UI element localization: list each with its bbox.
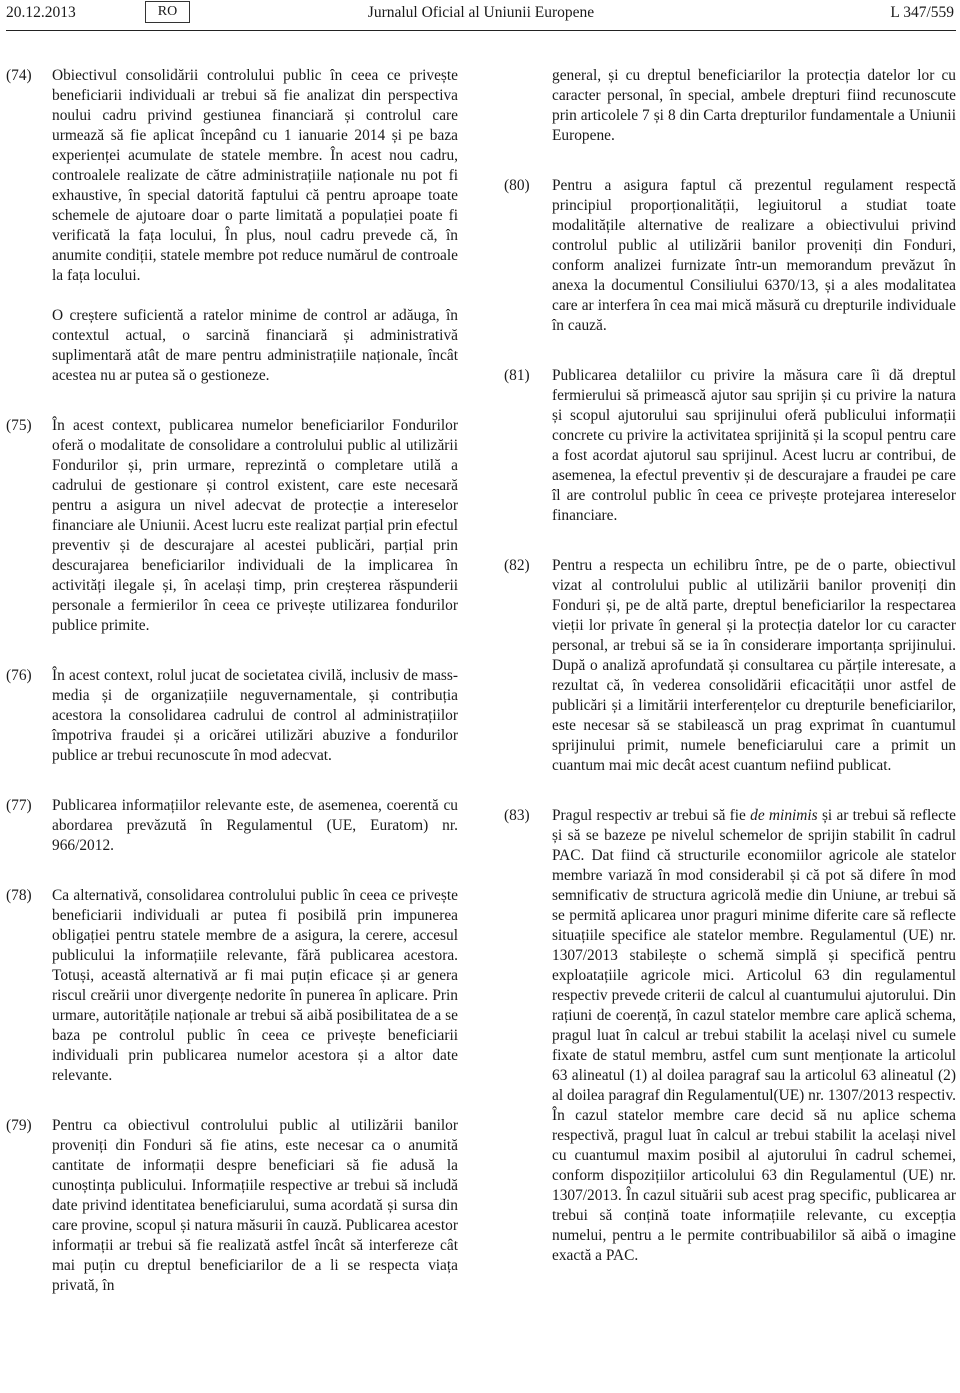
recital-number: (81) [504, 367, 530, 384]
recital-79 [6, 1116, 458, 1296]
recital-text [52, 66, 458, 386]
recital-81 [504, 366, 956, 526]
recital-paragraph: În acest context, publicarea numelor beneficiarilor Fondurilor oferă o modalitate de consolidare a controlului public al utilizării Fondurilor și, prin urmare, reprezintă o completare utilă a cadrului de gestionare și control existent, care este necesară pentru a asigura un nivel adecvat de protecție a intereselor financiare ale Uniunii. Acest lucru este realizat parțial prin efectul preventiv și de descurajare al acestei publicări, parțial prin descurajarea beneficiarilor individuali de la implicarea în activități ilegale și, în același timp, prin creșterea răspunderii personale a fermierilor în ceea ce privește utilizarea fondurilor publice primite. [52, 417, 458, 634]
recital-text: Pentru a asigura faptul că prezentul regulament respectă principiul proporționalității, legiuitorul a studiat toate modalitățile alternative de realizare a obiectivului privind controlul public al utilizării banilor proveniți din Fonduri, conform analizei furnizate într-un memorandum prevăzut în anexa la documentul Consiliului 6370/13, și a ales modalitatea care ar interfera în cea mai mică măsură cu drepturile individuale în cauză. [552, 177, 956, 334]
recital-number: (75) [6, 417, 32, 434]
recital-text [52, 666, 458, 766]
journal-title: Jurnalul Oficial al Uniunii Europene [367, 4, 595, 21]
language-code-box: RO [145, 1, 190, 23]
recital-78 [6, 886, 458, 1086]
recital-79-continuation [504, 66, 956, 146]
recital-83 [504, 806, 956, 1266]
recital-76 [6, 666, 458, 766]
page-reference: L 347/559 [890, 4, 954, 21]
recital-paragraph: În acest context, rolul jucat de societatea civilă, inclusiv de mass-media și de organizațiile neguvernamentale, și contribuția acestora la consolidarea cadrului de control al administrațiilor împotriva fraudei și a oricărei utilizări abuzive a fondurilor publice ar trebui recunoscute în mod adecvat. [52, 667, 458, 764]
recital-paragraph: Obiectivul consolidării controlului public în ceea ce privește beneficiarii individuali ar trebui să fie analizat din perspectiva noului cadru privind gestiunea financiară și controlul care urmează să fie aplicat începând cu 1 ianuarie 2014 și pe baza experienței acumulate de statele membre. În acest nou cadru, controalele realizate de către administrațiile naționale nu pot fi exhaustive, în special datorită faptului că pentru aproape toate schemele de ajutoare doar o parte limitată a populației poate fi verificată la fața locului, În plus, noul cadru prevede că, în anumite condiții, statele membre pot reduce numărul de controale la fața locului. [52, 67, 458, 284]
recital-number: (82) [504, 557, 530, 574]
recital-paragraph: Pentru ca obiectivul controlului public al utilizării banilor proveniți din Fonduri să fie atins, este necesar ca o anumită cantitate de informații despre beneficiari să fie adusă la cunoștința publicului. Informațiile respective ar trebui să includă date privind identitatea beneficiarului, suma acordată și sursa din care provine, scopul și natura măsurii în cauză. Publicarea acestor informații ar trebui să fie realizată astfel încât să interfereze cât mai puțin cu dreptul beneficiarilor de a li se respecta viața privată, în [52, 1117, 458, 1294]
page-header [6, 0, 956, 31]
recital-text [52, 416, 458, 636]
recital-75 [6, 416, 458, 636]
recital-number: (83) [504, 807, 530, 824]
recital-text [52, 1116, 458, 1296]
recital-number: (76) [6, 667, 32, 684]
recital-text-start: Pragul respectiv ar trebui să fie [552, 807, 751, 824]
recital-paragraph: Ca alternativă, consolidarea controlului public în ceea ce privește beneficiarii individuali ar putea fi posibilă prin impunerea obligației pentru statele membre de a asigura, la cerere, accesul publicului la informațiile relevante, fără publicarea acestora. Totuși, această alternativă ar fi mai puțin eficace și ar genera riscul creării unor divergențe nedorite în punerea în aplicare. Prin urmare, autoritățile naționale ar trebui să aibă posibilitatea de a se baza pe controlul public în ceea ce privește beneficiarii individuali prin publicarea numelor acestora și a altor date relevante. [52, 887, 458, 1084]
recital-number: (77) [6, 797, 32, 814]
publication-date: 20.12.2013 [6, 4, 76, 21]
recital-text: Pentru a respecta un echilibru între, pe de o parte, obiectivul vizat al controlului public al utilizării banilor proveniți din Fonduri și, pe de altă parte, dreptul beneficiarilor la respectarea vieții lor private în general și la protecția datelor lor cu caracter personal, ar trebui să se ia în considerare importanța sprijinului. După o analiză aprofundată și consultarea cu părțile interesate, a rezultat că, în vederea consolidării eficacității unor astfel de publicări și a limitării interferențelor cu drepturile beneficiarilor, este necesar să se stabilească un prag exprimat în cuantumul sprijinului primit, numele beneficiarului care a primit un cuantum mai mic decât acest cuantum nefiind publicat. [552, 557, 956, 774]
recital-number: (74) [6, 67, 32, 84]
recital-text: general, și cu dreptul beneficiarilor la protecția datelor lor cu caracter personal, în special, ambele drepturi fiind recunoscute prin articolele 7 și 8 din Carta drepturilor fundamentale a Uniunii Europene. [552, 67, 956, 144]
recital-text [52, 796, 458, 856]
recital-text [552, 806, 956, 1266]
recital-number: (79) [6, 1117, 32, 1134]
recital-number: (78) [6, 887, 32, 904]
recital-paragraph: O creștere suficientă a ratelor minime de control ar adăuga, în contextul actual, o sarcină financiară și administrativă suplimentară atât de mare pentru administrațiile naționale, încât acestea nu ar putea să o gestioneze. [52, 307, 458, 384]
right-column [504, 66, 956, 1326]
left-column [6, 66, 458, 1326]
recital-80 [504, 176, 956, 336]
recital-77 [6, 796, 458, 856]
two-column-body [6, 66, 956, 1326]
recital-text: Publicarea detaliilor cu privire la măsura care îi dă dreptul fermierului să primească ajutor sau sprijin și cu privire la natura și scopul ajutorului sau sprijinului oferă publicului informații concrete cu privire la activitatea sprijinită și la scopul pentru care a fost acordat ajutorul sau sprijinul. Acest lucru ar contribui, de asemenea, la efectul preventiv și de descurajare a fraudei pe care îl are controlul public în ceea ce privește protejarea intereselor financiare. [552, 367, 956, 524]
recital-paragraph: Publicarea informațiilor relevante este, de asemenea, coerentă cu abordarea prevăzută în Regulamentul (UE, Euratom) nr. 966/2012. [52, 797, 458, 854]
recital-text-rest: și ar trebui să reflecte și să se bazeze pe nivelul schemelor de sprijin stabilit în cadrul PAC. Dat fiind că structurile economiilor agricole ale statelor membre variază în mod considerabil și că pot să difere în mod semnificativ de structura agricolă medie din Uniune, ar trebui să se permită aplicarea unor praguri minime diferite care să reflecte situațiile specifice ale statelor membre. Regulamentul (UE) nr. 1307/2013 stabilește o schemă simplă și specifică pentru exploatațiile agricole mici. Articolul 63 din regulamentul respectiv prevede criterii de calcul al cuantumului ajutorului. Din rațiuni de coerență, în cazul statelor membre care aplică schema, pragul luat în calcul ar trebui stabilit la același nivel cu sumele fixate de statul membru, astfel cum sunt menționate la articolul 63 alineatul (1) al doilea paragraf sau la articolul 63 alineatul (2) al doilea paragraf din Regulamentul(UE) nr. 1307/2013 respectiv. În cazul statelor membre care decid să nu aplice schema respectivă, pragul luat în calcul ar trebui stabilit la același nivel cu cuantumul maxim posibil al ajutorului în cadrul schemei, conform dispozițiilor articolului 63 din Regulamentul (UE) nr. 1307/2013. În cazul situării sub acest prag specific, publicarea ar trebui să conțină toate informațiile relevante, cu excepția numelui, pentru a le permite contribuabililor să aibă o imagine exactă a PAC. [552, 807, 957, 1264]
recital-number: (80) [504, 177, 530, 194]
recital-82 [504, 556, 956, 776]
recital-74 [6, 66, 458, 386]
recital-text [52, 886, 458, 1086]
latin-term: de minimis [750, 807, 818, 824]
